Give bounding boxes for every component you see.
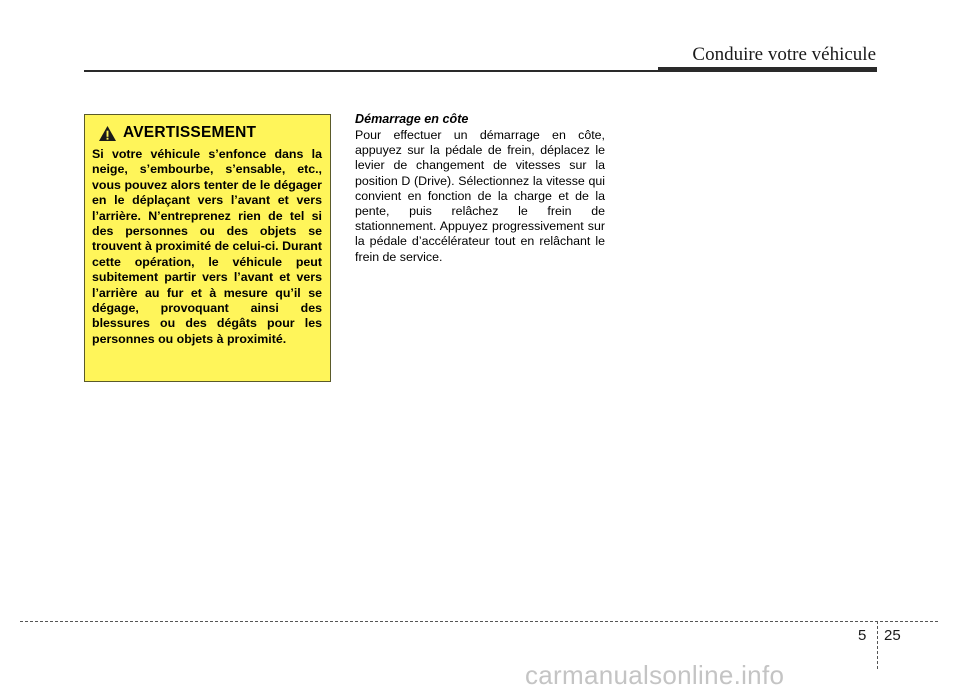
warning-triangle-icon bbox=[98, 125, 117, 142]
section-title: Démarrage en côte bbox=[355, 112, 469, 126]
chapter-number: 5 bbox=[858, 627, 867, 644]
hill-start-section bbox=[355, 112, 605, 265]
header-rule bbox=[84, 70, 660, 72]
watermark: carmanualsonline.info bbox=[525, 660, 785, 690]
header-title: Conduire votre véhicule bbox=[692, 44, 876, 65]
header-rule-accent bbox=[658, 67, 877, 72]
warning-title: AVERTISSEMENT bbox=[123, 124, 257, 141]
page-number: 25 bbox=[884, 627, 901, 644]
warning-box bbox=[84, 114, 331, 382]
warning-header bbox=[92, 124, 322, 142]
footer-divider bbox=[877, 621, 878, 669]
warning-text: Si votre véhicule s’enfonce dans la neige, s’embourbe, s’ensable, etc., vous pouvez alors tenter de le dégager en le déplaçant vers l’avant et vers l’arrière. N’entreprenez rien de tel si des personnes ou des objets se trouvent à proximité de celui-ci. Durant cette opération, le véhicule peut subitement partir vers l’avant et vers l’arrière au fur et à mesure qu’il se dégage, provoquant ainsi des blessures ou des dégâts pour les personnes ou objets à proximité. bbox=[92, 147, 322, 346]
section-text: Pour effectuer un démarrage en côte, appuyez sur la pédale de frein, déplacez le levier de changement de vitesses sur la position D (Drive). Sélectionnez la vitesse qui convient en fonction de la charge et de la pente, puis relâchez le frein de stationnement. Appuyez progressivement sur la pédale d’accélérateur tout en relâchant le frein de service. bbox=[355, 128, 605, 264]
footer-rule bbox=[20, 621, 938, 622]
